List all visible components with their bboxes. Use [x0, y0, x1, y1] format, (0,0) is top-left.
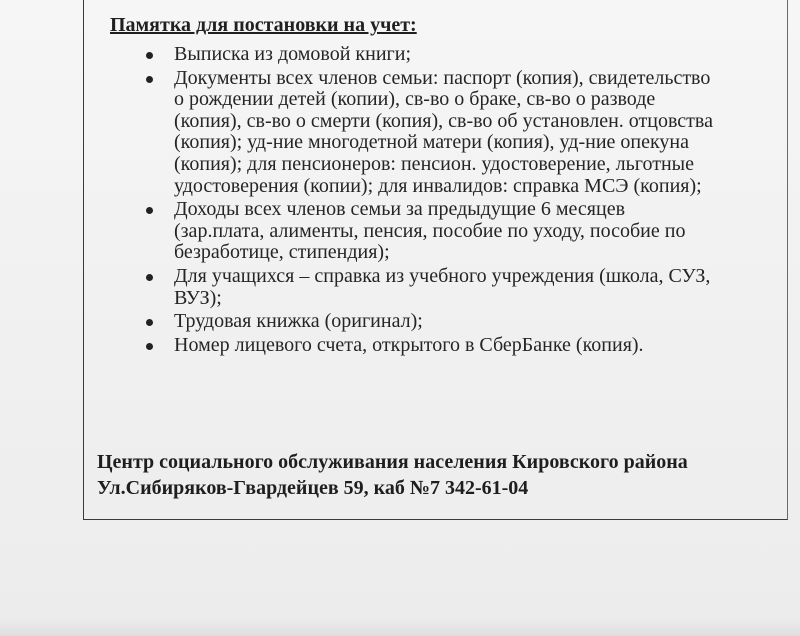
organization-block	[97, 449, 688, 501]
list-item-line: безработице, стипендия);	[174, 241, 390, 264]
list-item-line: Номер лицевого счета, открытого в СберБанке (копия).	[174, 333, 644, 356]
bullet-icon	[146, 274, 153, 281]
list-item-line: Трудовая книжка (оригинал);	[174, 310, 423, 333]
bullet-icon	[146, 343, 153, 350]
bullet-icon	[146, 207, 153, 214]
list-item-line: о рождении детей (копии), св-во о браке, св-во о разводе	[174, 88, 656, 111]
organization-address: Ул.Сибиряков-Гвардейцев 59, каб №7 342-61-04	[97, 477, 529, 499]
list-item-line: удостоверения (копии); для инвалидов: справка МСЭ (копия);	[174, 174, 702, 197]
organization-name: Центр социального обслуживания населения Кировского района	[97, 451, 688, 473]
list-item-line: Доходы всех членов семьи за предыдущие 6 месяцев	[174, 198, 626, 221]
list-item	[140, 68, 792, 198]
list-item-line: Выписка из домовой книги;	[174, 43, 412, 65]
list-item	[140, 335, 792, 357]
list-item	[140, 199, 792, 264]
requirements-list	[140, 44, 792, 358]
scan-shadow	[0, 618, 800, 636]
memo-title: Памятка для постановки на учет:	[110, 14, 417, 36]
bullet-icon	[146, 76, 153, 83]
list-item-line: (копия); уд-ние многодетной матери (копия), уд-ние опекуна	[174, 131, 690, 154]
list-item	[140, 311, 792, 333]
bullet-icon	[146, 319, 153, 326]
list-item-line: (копия), св-во о смерти (копия), св-во об установлен. отцовства	[174, 109, 713, 132]
bullet-icon	[146, 52, 153, 59]
list-item-line: (зар.плата, алименты, пенсия, пособие по уходу, пособие по	[174, 219, 686, 242]
list-item-line: (копия); для пенсионеров: пенсион. удостоверение, льготные	[174, 152, 694, 175]
list-item-line: Документы всех членов семьи: паспорт (копия), свидетельство	[174, 66, 711, 89]
list-item-line: ВУЗ);	[174, 286, 222, 309]
list-item-line: Для учащихся – справка из учебного учреждения (школа, СУЗ,	[174, 264, 711, 287]
list-item	[140, 44, 792, 66]
list-item	[140, 266, 792, 309]
